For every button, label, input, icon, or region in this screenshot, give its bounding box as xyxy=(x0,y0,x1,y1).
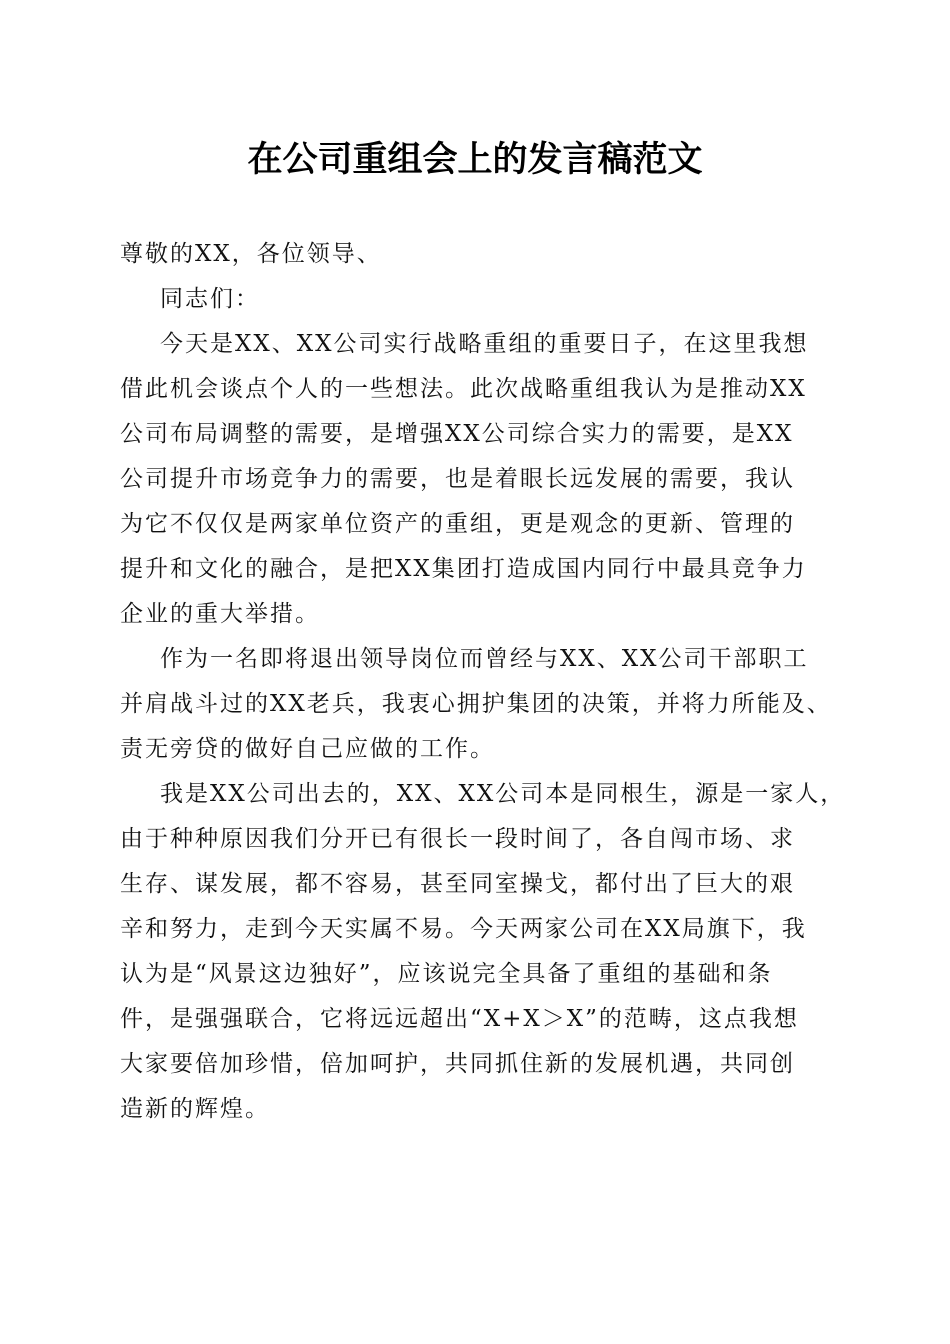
paragraph-line: 借此机会谈点个人的一些想法。此次战略重组我认为是推动XX xyxy=(120,376,807,402)
paragraph-line: 作为一名即将退出领导岗位而曾经与XX、XX公司干部职工 xyxy=(160,646,809,672)
document-title: 在公司重组会上的发言稿范文 xyxy=(247,139,703,180)
paragraph-line: 提升和文化的融合，是把XX集团打造成国内同行中最具竞争力 xyxy=(120,556,807,582)
paragraph-line: 今天是XX、XX公司实行战略重组的重要日子，在这里我想 xyxy=(160,331,809,357)
paragraph-line: 辛和努力，走到今天实属不易。今天两家公司在XX局旗下，我 xyxy=(120,916,807,942)
paragraph-line: 我是XX公司出去的，XX、XX公司本是同根生，源是一家人， xyxy=(160,781,846,807)
paragraph-line: 造新的辉煌。 xyxy=(120,1096,270,1122)
greeting-line: 同志们： xyxy=(160,286,260,312)
paragraph-line: 由于种种原因我们分开已有很长一段时间了，各自闯市场、求 xyxy=(120,826,795,852)
paragraph-line: 公司布局调整的需要，是增强XX公司综合实力的需要，是XX xyxy=(120,421,794,447)
paragraph-line: 认为是“风景这边独好”，应该说完全具备了重组的基础和条 xyxy=(120,961,773,987)
greeting-line: 尊敬的XX，各位领导、 xyxy=(120,241,382,267)
paragraph-line: 大家要倍加珍惜，倍加呵护，共同抓住新的发展机遇，共同创 xyxy=(120,1051,795,1077)
paragraph-line: 生存、谋发展，都不容易，甚至同室操戈，都付出了巨大的艰 xyxy=(120,871,795,897)
paragraph-line: 企业的重大举措。 xyxy=(120,601,320,627)
paragraph-line: 公司提升市场竞争力的需要，也是着眼长远发展的需要，我认 xyxy=(120,466,795,492)
paragraph-line: 为它不仅仅是两家单位资产的重组，更是观念的更新、管理的 xyxy=(120,511,795,537)
paragraph-line: 并肩战斗过的XX老兵，我衷心拥护集团的决策，并将力所能及、 xyxy=(120,691,832,717)
document-body xyxy=(120,232,846,1132)
paragraph-line: 责无旁贷的做好自己应做的工作。 xyxy=(120,736,495,762)
paragraph-line: 件，是强强联合，它将远远超出“X+X＞X”的范畴，这点我想 xyxy=(120,1006,799,1032)
